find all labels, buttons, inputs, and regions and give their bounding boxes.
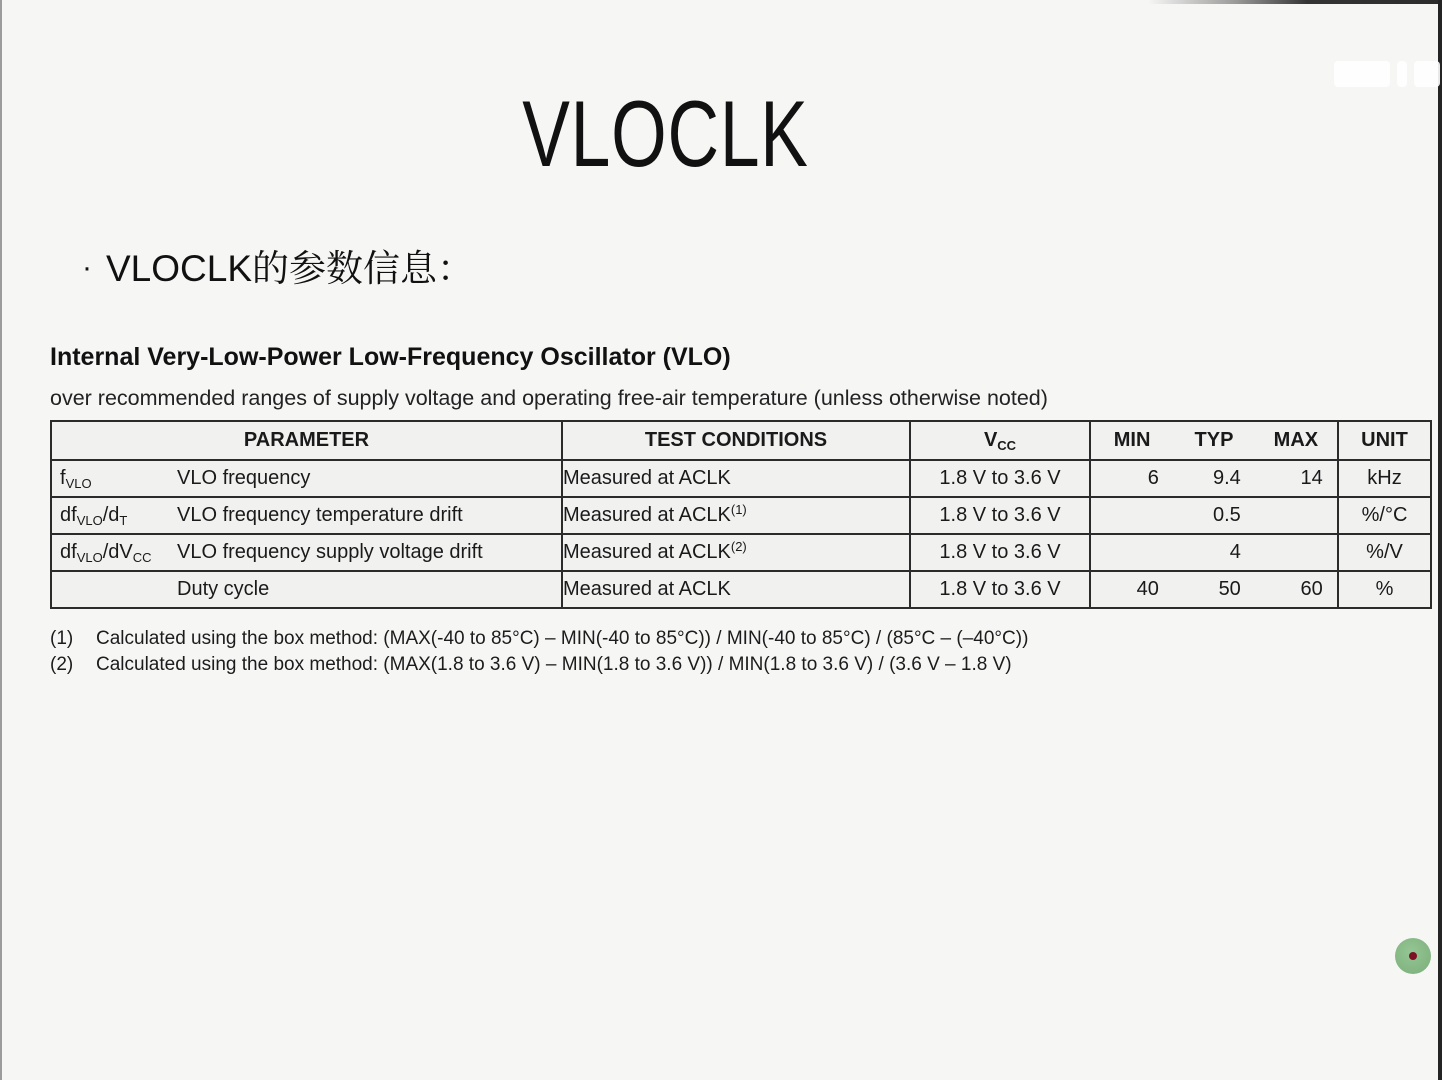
- cell-vcc: 1.8 V to 3.6 V: [910, 571, 1090, 608]
- condition-footnote-ref: (1): [730, 502, 747, 517]
- parameter-symbol: [52, 467, 177, 490]
- symbol-sub: VLO: [76, 550, 103, 565]
- value-typ: 0.5: [1213, 504, 1241, 526]
- parameter-name: VLO frequency: [177, 467, 311, 489]
- table-header-row: [51, 421, 1431, 460]
- symbol-part: f: [60, 467, 66, 489]
- cursor-highlight-core: [1409, 952, 1417, 960]
- header-parameter: PARAMETER: [51, 421, 562, 460]
- cell-parameter: [51, 534, 562, 571]
- value-max: 14: [1300, 467, 1323, 489]
- datasheet-heading: Internal Very-Low-Power Low-Frequency Oscillator (VLO): [50, 343, 731, 371]
- cell-min-typ-max: [1090, 571, 1338, 608]
- condition-text: Measured at ACLK: [563, 467, 731, 489]
- cell-unit: %/V: [1338, 534, 1431, 571]
- cell-test-condition: [562, 534, 910, 571]
- table-row: [51, 497, 1431, 534]
- cell-unit: kHz: [1338, 460, 1431, 497]
- cursor-highlight-icon: [1395, 938, 1431, 974]
- watermark-block: [1397, 61, 1407, 87]
- cell-parameter: [51, 460, 562, 497]
- parameter-name: VLO frequency temperature drift: [177, 504, 463, 526]
- top-edge-bar: [1148, 0, 1438, 4]
- cell-test-condition: [562, 460, 910, 497]
- cell-vcc: 1.8 V to 3.6 V: [910, 534, 1090, 571]
- cell-test-condition: [562, 497, 910, 534]
- right-edge-line: [1438, 0, 1442, 1080]
- footnote-text: Calculated using the box method: (MAX(-40 to 85°C) – MIN(-40 to 85°C)) / MIN(-40 to 85°C) / (85°C – (–40°C)): [96, 628, 1029, 649]
- condition-footnote-ref: (2): [730, 539, 747, 554]
- footnote: [50, 652, 1430, 678]
- footnote: [50, 626, 1430, 652]
- condition-text: Measured at ACLK: [563, 541, 731, 563]
- header-unit: UNIT: [1338, 421, 1431, 460]
- parameter-symbol: [52, 504, 177, 527]
- cell-vcc: 1.8 V to 3.6 V: [910, 497, 1090, 534]
- bullet-text: VLOCLK的参数信息：: [106, 248, 475, 289]
- header-typ: TYP: [1194, 429, 1234, 451]
- page-title: VLOCLK: [521, 81, 809, 186]
- cell-parameter: [51, 497, 562, 534]
- datasheet-condition-note: over recommended ranges of supply voltage and operating free-air temperature (unless otherwise noted): [50, 386, 1048, 410]
- bullet-marker: ·: [82, 251, 92, 284]
- vcc-main: V: [983, 429, 998, 451]
- table-row: [51, 460, 1431, 497]
- value-typ: 9.4: [1213, 467, 1241, 489]
- header-min-typ-max: [1090, 421, 1338, 460]
- header-test-conditions: TEST CONDITIONS: [562, 421, 910, 460]
- symbol-sub: VLO: [76, 513, 103, 528]
- value-max: 60: [1300, 578, 1323, 600]
- symbol-part: df: [60, 504, 77, 526]
- watermark-block: [1334, 61, 1390, 87]
- condition-text: Measured at ACLK: [563, 504, 731, 526]
- value-min: 6: [1147, 467, 1159, 489]
- parameter-name: Duty cycle: [177, 578, 270, 600]
- cell-unit: %/°C: [1338, 497, 1431, 534]
- table-row: [51, 571, 1431, 608]
- watermark-block: [1414, 61, 1440, 87]
- cell-vcc: 1.8 V to 3.6 V: [910, 460, 1090, 497]
- value-typ: 50: [1218, 578, 1241, 600]
- cell-unit: %: [1338, 571, 1431, 608]
- symbol-part: /d: [102, 504, 120, 526]
- parameter-symbol: [52, 541, 177, 564]
- footnotes: [50, 626, 1430, 678]
- datasheet-section: [50, 342, 1430, 678]
- cell-min-typ-max: [1090, 534, 1338, 571]
- symbol-part: df: [60, 541, 77, 563]
- header-min: MIN: [1113, 429, 1151, 451]
- symbol-part: /dV: [102, 541, 133, 563]
- footnote-text: Calculated using the box method: (MAX(1.8 to 3.6 V) – MIN(1.8 to 3.6 V)) / MIN(1.8 to 3.6 V) / (3.6 V – 1.8 V): [96, 654, 1012, 675]
- symbol-sub: VLO: [65, 476, 92, 491]
- value-typ: 4: [1229, 541, 1241, 563]
- table-row: [51, 534, 1431, 571]
- symbol-sub: CC: [132, 550, 152, 565]
- watermark: [1334, 58, 1440, 90]
- footnote-number: (2): [50, 654, 74, 675]
- cell-parameter: [51, 571, 562, 608]
- symbol-sub: T: [119, 513, 128, 528]
- page-title-wrap: [0, 78, 1330, 190]
- header-max: MAX: [1273, 429, 1319, 451]
- cell-min-typ-max: [1090, 497, 1338, 534]
- parameter-name: VLO frequency supply voltage drift: [177, 541, 483, 563]
- cell-test-condition: [562, 571, 910, 608]
- condition-text: Measured at ACLK: [563, 578, 731, 600]
- header-vcc: [910, 421, 1090, 460]
- bullet-line: [82, 238, 474, 292]
- vcc-sub: CC: [997, 438, 1017, 453]
- cell-min-typ-max: [1090, 460, 1338, 497]
- parameter-table: [50, 420, 1432, 609]
- value-min: 40: [1136, 578, 1159, 600]
- footnote-number: (1): [50, 628, 74, 649]
